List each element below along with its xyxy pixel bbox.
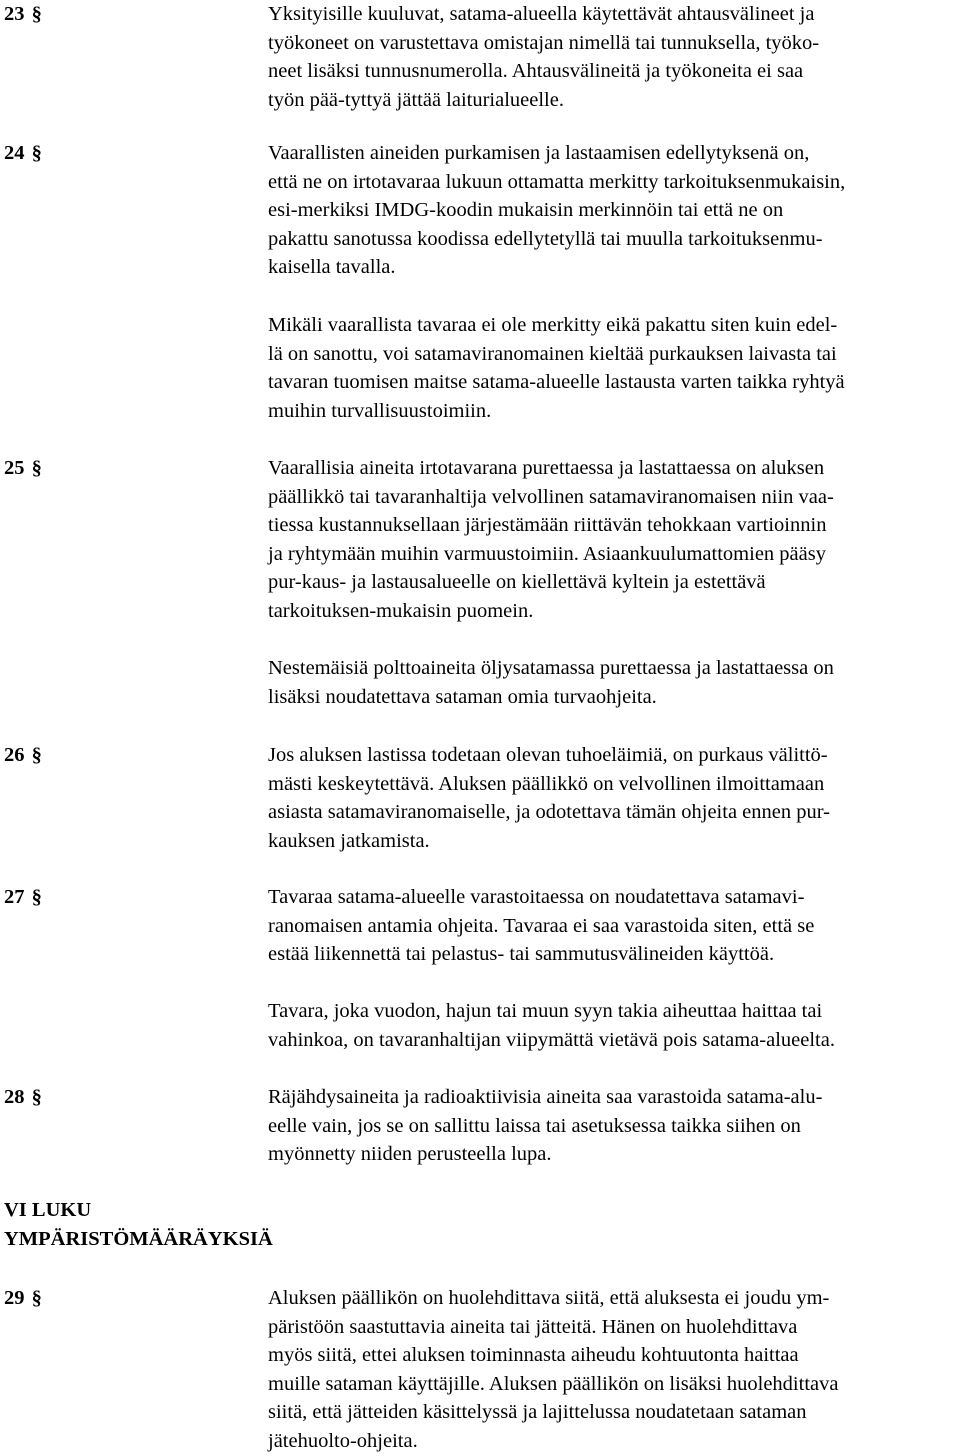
section-number: 23 § bbox=[4, 3, 42, 25]
section-symbol: § bbox=[31, 744, 42, 766]
paragraph bbox=[268, 311, 958, 425]
text-line: kaisella tavalla. bbox=[268, 256, 396, 279]
text-line: muihin turvallisuustoimiin. bbox=[268, 399, 492, 422]
text-line: Aluksen päällikön on huolehdittava siitä, että aluksesta ei joudu ym- bbox=[268, 1287, 830, 1309]
section-number: 29 § bbox=[4, 1287, 42, 1309]
section-symbol: § bbox=[31, 142, 42, 164]
text-line: Vaarallisia aineita irtotavarana purettaessa ja lastattaessa on aluksen bbox=[268, 457, 825, 479]
text-line: ranomaisen antamia ohjeita. Tavaraa ei saa varastoida siten, että se bbox=[268, 914, 815, 937]
section-number: 24 § bbox=[4, 142, 42, 164]
paragraph bbox=[268, 741, 958, 855]
text-line: tarkoituksen-mukaisin puomein. bbox=[268, 599, 534, 622]
chapter-number: VI LUKU bbox=[4, 1199, 92, 1221]
text-line: vahinkoa, on tavaranhaltijan viipymättä vietävä pois satama-alueelta. bbox=[268, 1028, 835, 1051]
text-line: Räjähdysaineita ja radioaktiivisia aineita saa varastoida satama-alu- bbox=[268, 1086, 823, 1108]
text-line: myönnetty niiden perusteella lupa. bbox=[268, 1143, 552, 1166]
text-line: eelle vain, jos se on sallittu laissa tai asetuksessa taikka siihen on bbox=[268, 1114, 801, 1137]
text-line: ja ryhtymään muihin varmuustoimiin. Asiaankuulumattomien pääsy bbox=[268, 542, 826, 565]
text-line: mästi keskeytettävä. Aluksen päällikkö on velvollinen ilmoittamaan bbox=[268, 772, 825, 795]
section-symbol: § bbox=[31, 886, 42, 908]
section-symbol: § bbox=[31, 457, 42, 479]
text-line: esi-merkiksi IMDG-koodin mukaisin merkinnöin tai että ne on bbox=[268, 199, 784, 222]
text-line: jätehuolto-ohjeita. bbox=[268, 1429, 418, 1452]
text-line: tavaran tuomisen maitse satama-alueelle lastausta varten taikka ryhtyä bbox=[268, 371, 845, 394]
text-line: pakattu sanotussa koodissa edellytetyllä tai muulla tarkoituksenmu- bbox=[268, 227, 823, 250]
text-line: Tavara, joka vuodon, hajun tai muun syyn takia aiheuttaa haittaa tai bbox=[268, 1000, 823, 1022]
section-symbol: § bbox=[31, 1287, 42, 1309]
section-symbol: § bbox=[31, 1086, 42, 1108]
text-line: Tavaraa satama-alueelle varastoitaessa on noudatettava satamavi- bbox=[268, 886, 805, 908]
section-number: 26 § bbox=[4, 744, 42, 766]
text-line: Nestemäisiä polttoaineita öljysatamassa purettaessa ja lastattaessa on bbox=[268, 657, 834, 679]
text-line: tiessa kustannuksellaan järjestämään riittävän tehokkaan vartioinnin bbox=[268, 514, 827, 537]
text-line: asiasta satamaviranomaiselle, ja odotettava tämän ohjeita ennen pur- bbox=[268, 801, 830, 824]
text-line: kauksen jatkamista. bbox=[268, 829, 430, 852]
text-line: Mikäli vaarallista tavaraa ei ole merkitty eikä pakattu siten kuin edel- bbox=[268, 314, 838, 336]
paragraph bbox=[268, 1083, 958, 1169]
paragraph bbox=[268, 654, 958, 711]
text-line: siitä, että jätteiden käsittelyssä ja lajittelussa noudatetaan sataman bbox=[268, 1401, 807, 1424]
text-line: Vaarallisten aineiden purkamisen ja lastaamisen edellytyksenä on, bbox=[268, 142, 810, 164]
paragraph bbox=[268, 997, 958, 1054]
text-line: muille sataman käyttäjille. Aluksen päällikön on lisäksi huolehdittava bbox=[268, 1372, 839, 1395]
text-line: Jos aluksen lastissa todetaan olevan tuhoeläimiä, on purkaus välittö- bbox=[268, 744, 828, 766]
text-line: lä on sanottu, voi satamaviranomainen kieltää purkauksen laivasta tai bbox=[268, 342, 837, 365]
text-line: että ne on irtotavaraa lukuun ottamatta merkitty tarkoituksenmukaisin, bbox=[268, 170, 846, 193]
paragraph bbox=[268, 139, 958, 282]
section-number: 27 § bbox=[4, 886, 42, 908]
text-line: päällikkö tai tavaranhaltija velvollinen satamaviranomaisen niin vaa- bbox=[268, 485, 834, 508]
text-line: lisäksi noudatettava sataman omia turvaohjeita. bbox=[268, 685, 657, 708]
paragraph bbox=[268, 1284, 958, 1456]
chapter-heading bbox=[4, 1196, 273, 1253]
section-number: 25 § bbox=[4, 457, 42, 479]
paragraph bbox=[268, 0, 958, 114]
paragraph bbox=[268, 454, 958, 626]
text-line: pur-kaus- ja lastausalueelle on kiellettävä kyltein ja estettävä bbox=[268, 571, 766, 594]
text-line: työn pää-tyttyä jättää laiturialueelle. bbox=[268, 88, 564, 111]
section-number: 28 § bbox=[4, 1086, 42, 1108]
paragraph bbox=[268, 883, 958, 969]
text-line: työkoneet on varustettava omistajan nimellä tai tunnuksella, työko- bbox=[268, 31, 820, 54]
text-line: neet lisäksi tunnusnumerolla. Ahtausvälineitä ja työkoneita ei saa bbox=[268, 60, 804, 83]
chapter-title: YMPÄRISTÖMÄÄRÄYKSIÄ bbox=[4, 1227, 273, 1250]
text-line: Yksityisille kuuluvat, satama-alueella käytettävät ahtausvälineet ja bbox=[268, 3, 815, 25]
text-line: estää liikennettä tai pelastus- tai sammutusvälineiden käyttöä. bbox=[268, 943, 775, 966]
text-line: myös siitä, ettei aluksen toiminnasta aiheudu kohtuutonta haittaa bbox=[268, 1344, 799, 1367]
text-line: päristöön saastuttavia aineita tai jätteitä. Hänen on huolehdittava bbox=[268, 1315, 798, 1338]
section-symbol: § bbox=[31, 3, 42, 25]
